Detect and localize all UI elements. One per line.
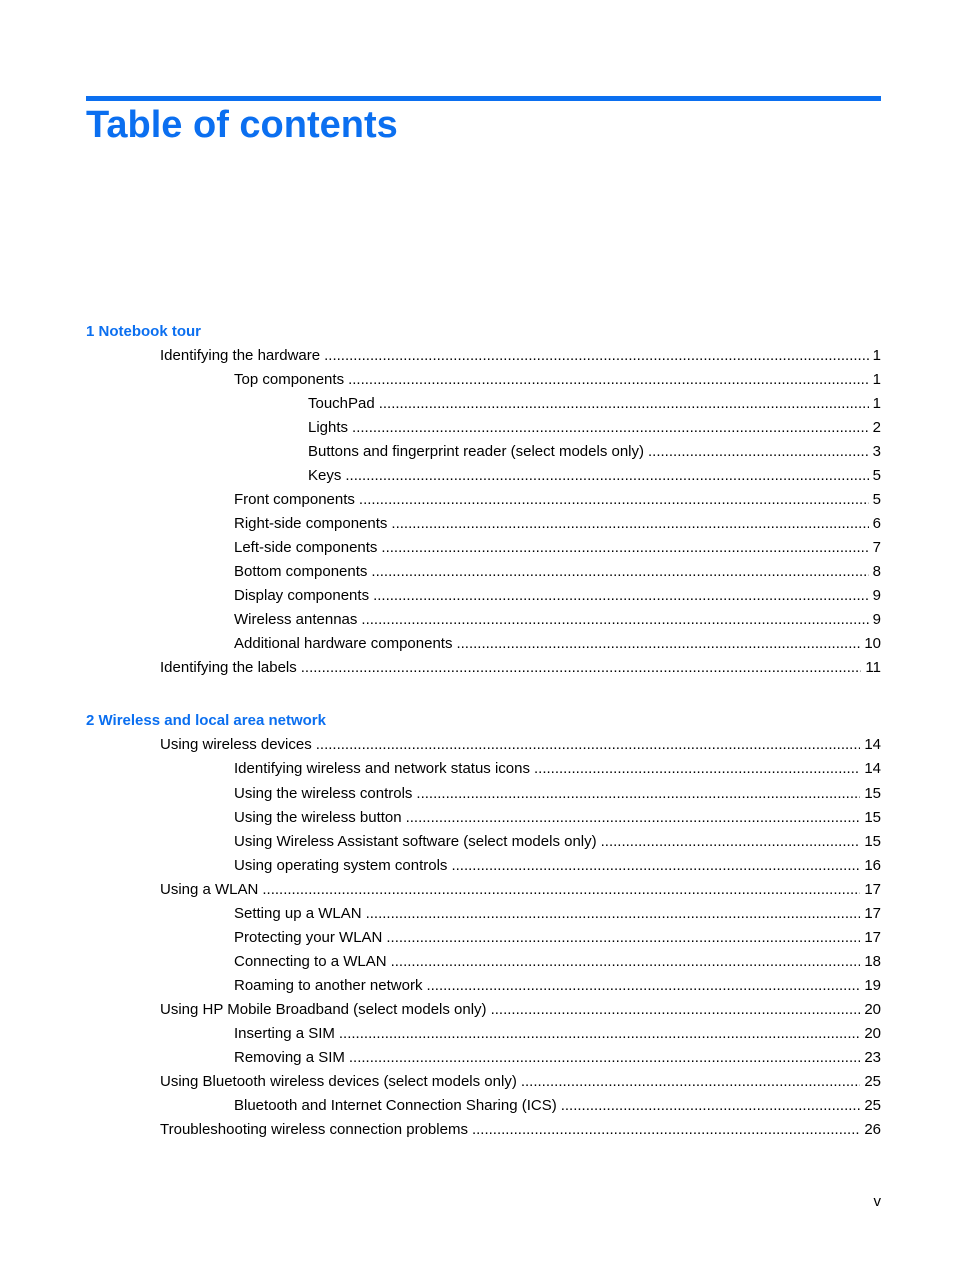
toc-entry[interactable] bbox=[234, 904, 881, 924]
toc-entry-page: 5 bbox=[872, 491, 881, 508]
toc-entry-page: 15 bbox=[864, 785, 881, 802]
dot-leader bbox=[491, 1000, 861, 1020]
toc-entry-page: 1 bbox=[872, 347, 881, 364]
toc-entry[interactable] bbox=[234, 808, 881, 828]
toc-entry-label: Troubleshooting wireless connection problems bbox=[160, 1121, 468, 1138]
toc-entry-label: Bluetooth and Internet Connection Sharing (ICS) bbox=[234, 1097, 557, 1114]
dot-leader bbox=[366, 904, 861, 924]
dot-leader bbox=[451, 856, 860, 876]
toc-entry-page: 9 bbox=[872, 611, 881, 628]
dot-leader bbox=[648, 442, 869, 462]
toc-entry[interactable] bbox=[234, 562, 881, 582]
toc-entry-page: 25 bbox=[864, 1073, 881, 1090]
dot-leader bbox=[406, 808, 861, 828]
toc-entry[interactable] bbox=[234, 610, 881, 630]
toc-entry-label: Using wireless devices bbox=[160, 736, 312, 753]
dot-leader bbox=[521, 1072, 860, 1092]
toc-entry[interactable] bbox=[234, 832, 881, 852]
toc-entry-label: Setting up a WLAN bbox=[234, 905, 362, 922]
page-number: v bbox=[873, 1193, 881, 1210]
toc-entry-page: 18 bbox=[864, 953, 881, 970]
dot-leader bbox=[361, 610, 868, 630]
toc-entry-label: Identifying the labels bbox=[160, 659, 297, 676]
toc-entry[interactable] bbox=[234, 976, 881, 996]
toc-entry-page: 16 bbox=[864, 857, 881, 874]
toc-entry-label: Buttons and fingerprint reader (select models only) bbox=[308, 443, 645, 460]
toc-entry-label: Using a WLAN bbox=[160, 881, 259, 898]
toc-entry-label: Display components bbox=[234, 587, 370, 604]
toc-entry-page: 11 bbox=[865, 659, 881, 676]
dot-leader bbox=[359, 490, 869, 510]
toc-entry[interactable] bbox=[234, 1096, 881, 1116]
toc-entry[interactable] bbox=[234, 490, 881, 510]
toc-entry-label: Using operating system controls bbox=[234, 857, 448, 874]
dot-leader bbox=[391, 952, 861, 972]
dot-leader bbox=[456, 634, 860, 654]
toc-entry-label: Bottom components bbox=[234, 563, 368, 580]
toc-entry-page: 9 bbox=[872, 587, 881, 604]
toc-entry[interactable] bbox=[160, 735, 881, 755]
toc-entry-label: Front components bbox=[234, 491, 355, 508]
toc-entry[interactable] bbox=[234, 952, 881, 972]
toc-entry[interactable] bbox=[308, 394, 881, 414]
toc-entry-label: Using HP Mobile Broadband (select models only) bbox=[160, 1001, 487, 1018]
dot-leader bbox=[534, 759, 860, 779]
toc-entry[interactable] bbox=[160, 880, 881, 900]
toc-entry-page: 14 bbox=[864, 736, 881, 753]
toc-entry[interactable] bbox=[160, 658, 881, 678]
toc-entry-label: Using Bluetooth wireless devices (select models only) bbox=[160, 1073, 517, 1090]
toc-entry-page: 1 bbox=[872, 371, 881, 388]
dot-leader bbox=[379, 394, 869, 414]
chapter-heading[interactable]: 1 Notebook tour bbox=[86, 323, 201, 340]
toc-entry[interactable] bbox=[234, 634, 881, 654]
dot-leader bbox=[601, 832, 861, 852]
dot-leader bbox=[386, 928, 860, 948]
toc-entry-page: 6 bbox=[872, 515, 881, 532]
dot-leader bbox=[381, 538, 868, 558]
toc-entry-label: Protecting your WLAN bbox=[234, 929, 383, 946]
toc-entry-label: TouchPad bbox=[308, 395, 375, 412]
toc-entry[interactable] bbox=[234, 1024, 881, 1044]
toc-entry[interactable] bbox=[234, 784, 881, 804]
dot-leader bbox=[301, 658, 862, 678]
chapter-heading[interactable]: 2 Wireless and local area network bbox=[86, 712, 326, 729]
toc-entry[interactable] bbox=[234, 928, 881, 948]
dot-leader bbox=[373, 586, 869, 606]
toc-entry-page: 1 bbox=[872, 395, 881, 412]
toc-entry-label: Using the wireless button bbox=[234, 809, 402, 826]
dot-leader bbox=[472, 1120, 860, 1140]
toc-entry[interactable] bbox=[160, 1120, 881, 1140]
toc-entry-label: Keys bbox=[308, 467, 342, 484]
toc-entry-page: 17 bbox=[864, 905, 881, 922]
toc-entry-label: Additional hardware components bbox=[234, 635, 453, 652]
toc-entry[interactable] bbox=[160, 1000, 881, 1020]
dot-leader bbox=[391, 514, 868, 534]
toc-entry-label: Using the wireless controls bbox=[234, 785, 413, 802]
toc-entry[interactable] bbox=[234, 514, 881, 534]
toc-entry-page: 23 bbox=[864, 1049, 881, 1066]
toc-entry-label: Wireless antennas bbox=[234, 611, 358, 628]
toc-entry-page: 15 bbox=[864, 833, 881, 850]
toc-entry[interactable] bbox=[234, 856, 881, 876]
dot-leader bbox=[416, 784, 860, 804]
toc-entry-page: 17 bbox=[864, 881, 881, 898]
toc-entry-label: Lights bbox=[308, 419, 349, 436]
toc-entry-label: Identifying the hardware bbox=[160, 347, 321, 364]
toc-entry-page: 7 bbox=[872, 539, 881, 556]
toc-entry-page: 3 bbox=[872, 443, 881, 460]
toc-entry-page: 15 bbox=[864, 809, 881, 826]
toc-entry[interactable] bbox=[160, 346, 881, 366]
toc-entry-page: 8 bbox=[872, 563, 881, 580]
dot-leader bbox=[316, 735, 861, 755]
toc-entry-label: Left-side components bbox=[234, 539, 378, 556]
toc-entry[interactable] bbox=[234, 1048, 881, 1068]
toc-entry[interactable] bbox=[234, 370, 881, 390]
dot-leader bbox=[324, 346, 869, 366]
toc-entry-label: Right-side components bbox=[234, 515, 388, 532]
toc-entry-page: 5 bbox=[872, 467, 881, 484]
dot-leader bbox=[352, 418, 869, 438]
toc-entry[interactable] bbox=[308, 466, 881, 486]
toc-entry-label: Roaming to another network bbox=[234, 977, 423, 994]
toc-entry-page: 19 bbox=[864, 977, 881, 994]
toc-entry[interactable] bbox=[234, 759, 881, 779]
dot-leader bbox=[561, 1096, 861, 1116]
toc-entry-page: 10 bbox=[864, 635, 881, 652]
toc-entry[interactable] bbox=[308, 418, 881, 438]
toc-entry-label: Using Wireless Assistant software (select models only) bbox=[234, 833, 597, 850]
toc-entry-page: 14 bbox=[864, 760, 881, 777]
toc-entry[interactable] bbox=[308, 442, 881, 462]
toc-entry-label: Top components bbox=[234, 371, 345, 388]
toc-entry-label: Connecting to a WLAN bbox=[234, 953, 387, 970]
toc-entry[interactable] bbox=[234, 538, 881, 558]
toc-entry-page: 17 bbox=[864, 929, 881, 946]
dot-leader bbox=[426, 976, 860, 996]
dot-leader bbox=[345, 466, 868, 486]
dot-leader bbox=[371, 562, 868, 582]
dot-leader bbox=[349, 1048, 860, 1068]
toc-entry-page: 20 bbox=[864, 1001, 881, 1018]
toc-entry[interactable] bbox=[234, 586, 881, 606]
toc-entry-label: Inserting a SIM bbox=[234, 1025, 335, 1042]
dot-leader bbox=[262, 880, 860, 900]
toc-entry-page: 2 bbox=[872, 419, 881, 436]
dot-leader bbox=[348, 370, 869, 390]
toc-entry-page: 26 bbox=[864, 1121, 881, 1138]
dot-leader bbox=[339, 1024, 860, 1044]
toc-entry[interactable] bbox=[160, 1072, 881, 1092]
toc-entry-page: 20 bbox=[864, 1025, 881, 1042]
page-title: Table of contents bbox=[86, 104, 398, 146]
toc-entry-label: Identifying wireless and network status icons bbox=[234, 760, 530, 777]
toc-entry-page: 25 bbox=[864, 1097, 881, 1114]
toc-entry-label: Removing a SIM bbox=[234, 1049, 345, 1066]
